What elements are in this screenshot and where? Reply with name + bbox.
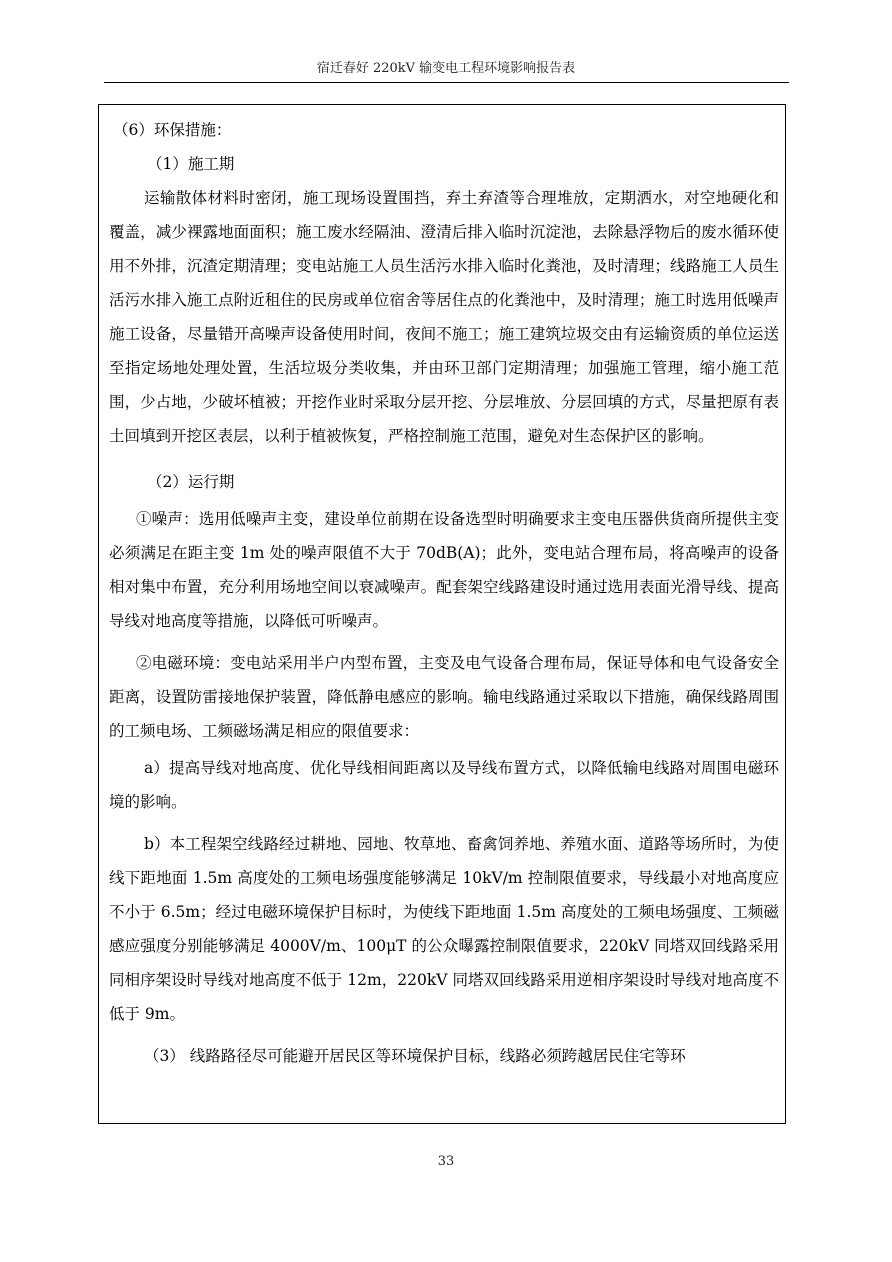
noise-paragraph: ①噪声：选用低噪声主变，建设单位前期在设备选型时明确要求主变电压器供货商所提供主变必须满足在距主变 1m 处的噪声限值不大于 70dB(A)；此外，变电站合理布局，将高噪声的设备相对集中布置，充分利用场地空间以衰减噪声。配套架空线路建设时通过选用表面光滑导线、提高导线对地高度等措施，以降低可听噪声。	[109, 510, 779, 630]
content-frame	[98, 104, 786, 1124]
content-body	[109, 113, 779, 1073]
page-header: 宿迁春好 220kV 输变电工程环境影响报告表	[316, 61, 576, 76]
construction-heading: （1）施工期	[147, 155, 235, 173]
em-paragraph: ②电磁环境：变电站采用半户内型布置，主变及电气设备合理布局，保证导体和电气设备安全距离，设置防雷接地保护装置，降低静电感应的影响。输电线路通过采取以下措施，确保线路周围的工频电场、工频磁场满足相应的限值要求：	[109, 654, 779, 740]
item-b-paragraph: b）本工程架空线路经过耕地、园地、牧草地、畜禽饲养地、养殖水面、道路等场所时，为使线下距地面 1.5m 高度处的工频电场强度能够满足 10kV/m 控制限值要求，导线最小对地高度应不小于 6.5m；经过电磁环境保护目标时，为使线下距地面 1.5m 高度处的工频电场强度、工频磁感应强度分别能够满足 4000V/m、100μT 的公众曝露控制限值要求，220kV 同塔双回线路采用同相序架设时导线对地高度不低于 12m，220kV 同塔双回线路采用逆相序架设时导线对地高度不低于 9m。	[109, 835, 779, 1023]
header-rule	[104, 82, 789, 83]
item-a-paragraph: a）提高导线对地高度、优化导线相间距离以及导线布置方式，以降低输电线路对周围电磁环境的影响。	[109, 759, 779, 811]
page-number: 33	[437, 1154, 455, 1169]
routing-paragraph: （3） 线路路径尽可能避开居民区等环境保护目标，线路必须跨越居民住宅等环	[144, 1047, 686, 1065]
construction-paragraph: 运输散体材料时密闭，施工现场设置围挡，弃土弃渣等合理堆放，定期洒水，对空地硬化和覆盖，减少裸露地面面积；施工废水经隔油、澄清后排入临时沉淀池，去除悬浮物后的废水循环使用不外排，沉渣定期清理；变电站施工人员生活污水排入临时化粪池，及时清理；线路施工人员生活污水排入施工点附近租住的民房或单位宿舍等居住点的化粪池中，及时清理；施工时选用低噪声施工设备，尽量错开高噪声设备使用时间，夜间不施工；施工建筑垃圾交由有运输资质的单位运送至指定场地处理处置，生活垃圾分类收集，并由环卫部门定期清理；加强施工管理，缩小施工范围，少占地，少破坏植被；开挖作业时采取分层开挖、分层堆放、分层回填的方式，尽量把原有表土回填到开挖区表层，以利于植被恢复，严格控制施工范围，避免对生态保护区的影响。	[109, 189, 779, 445]
operation-heading: （2）运行期	[147, 473, 235, 491]
section-heading: （6）环保措施：	[113, 121, 232, 139]
